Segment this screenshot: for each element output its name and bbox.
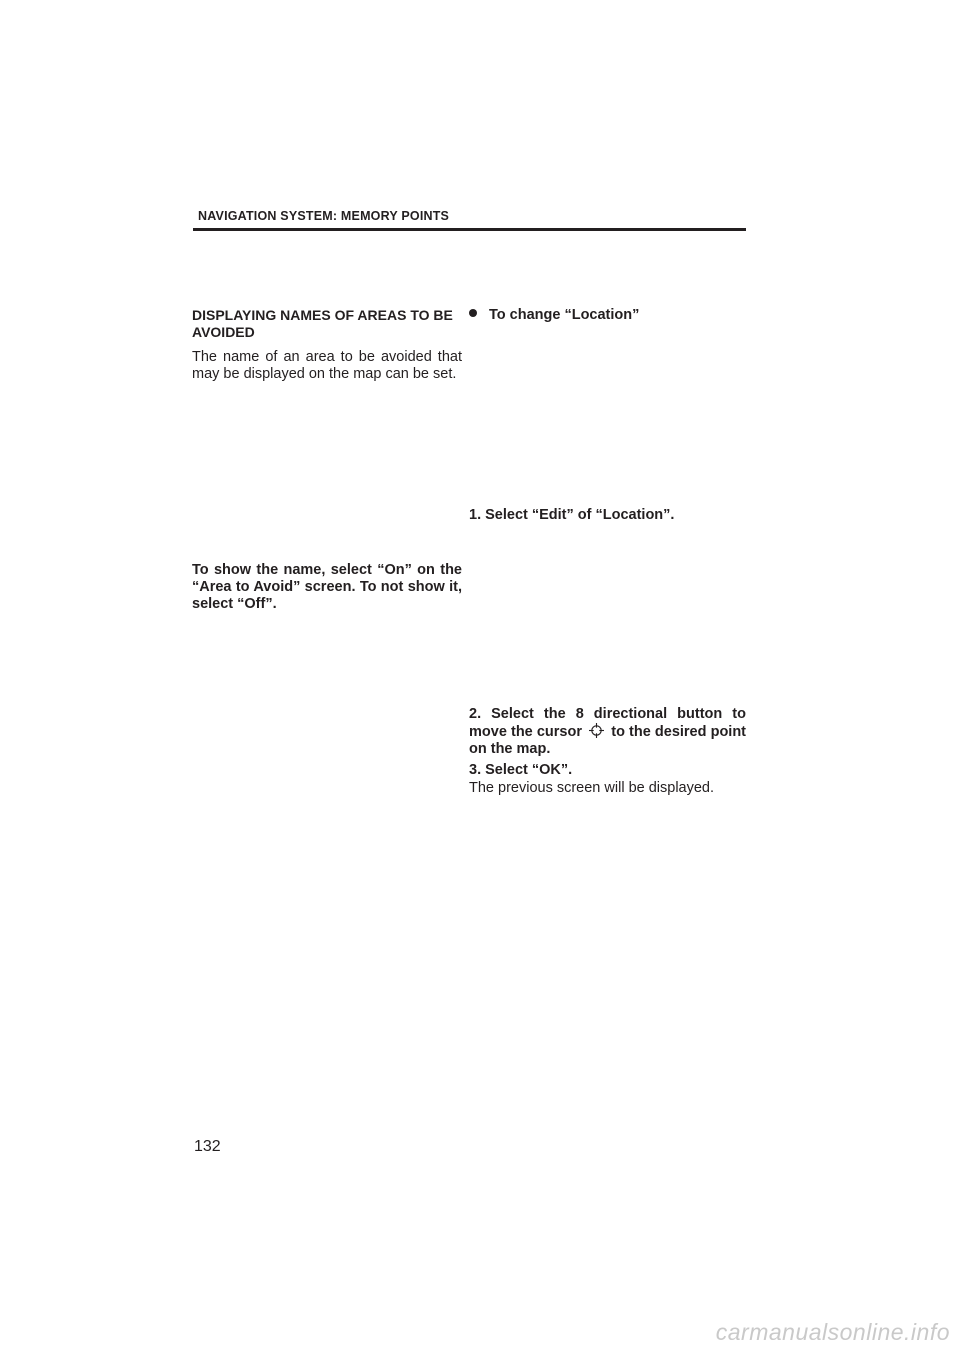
step-2 — [469, 706, 746, 758]
instruction-paragraph: To show the name, select “On” on the “Area to Avoid” screen. To not show it, select “Off”. — [192, 562, 462, 612]
step-1: 1. Select “Edit” of “Location”. — [469, 507, 675, 523]
page-number: 132 — [194, 1138, 221, 1155]
section-title: DISPLAYING NAMES OF AREAS TO BE AVOIDED — [192, 307, 453, 340]
intro-paragraph: The name of an area to be avoided that may be displayed on the map can be set. — [192, 349, 462, 382]
step-2-text-start: 2. Select the 8 directional button to move the cursor — [469, 706, 746, 740]
bullet-heading: To change “Location” — [489, 307, 640, 323]
header-rule — [193, 228, 746, 231]
step-2-text-end: to the desired point on the map. — [469, 724, 747, 757]
step-3: 3. Select “OK”. — [469, 762, 573, 778]
bullet-heading-row — [469, 307, 746, 323]
crosshair-cursor-icon — [589, 723, 604, 738]
running-header: NAVIGATION SYSTEM: MEMORY POINTS — [198, 209, 450, 223]
bullet-dot-icon — [469, 309, 477, 317]
result-paragraph: The previous screen will be displayed. — [469, 780, 715, 796]
watermark: carmanualsonline.info — [715, 1319, 950, 1345]
